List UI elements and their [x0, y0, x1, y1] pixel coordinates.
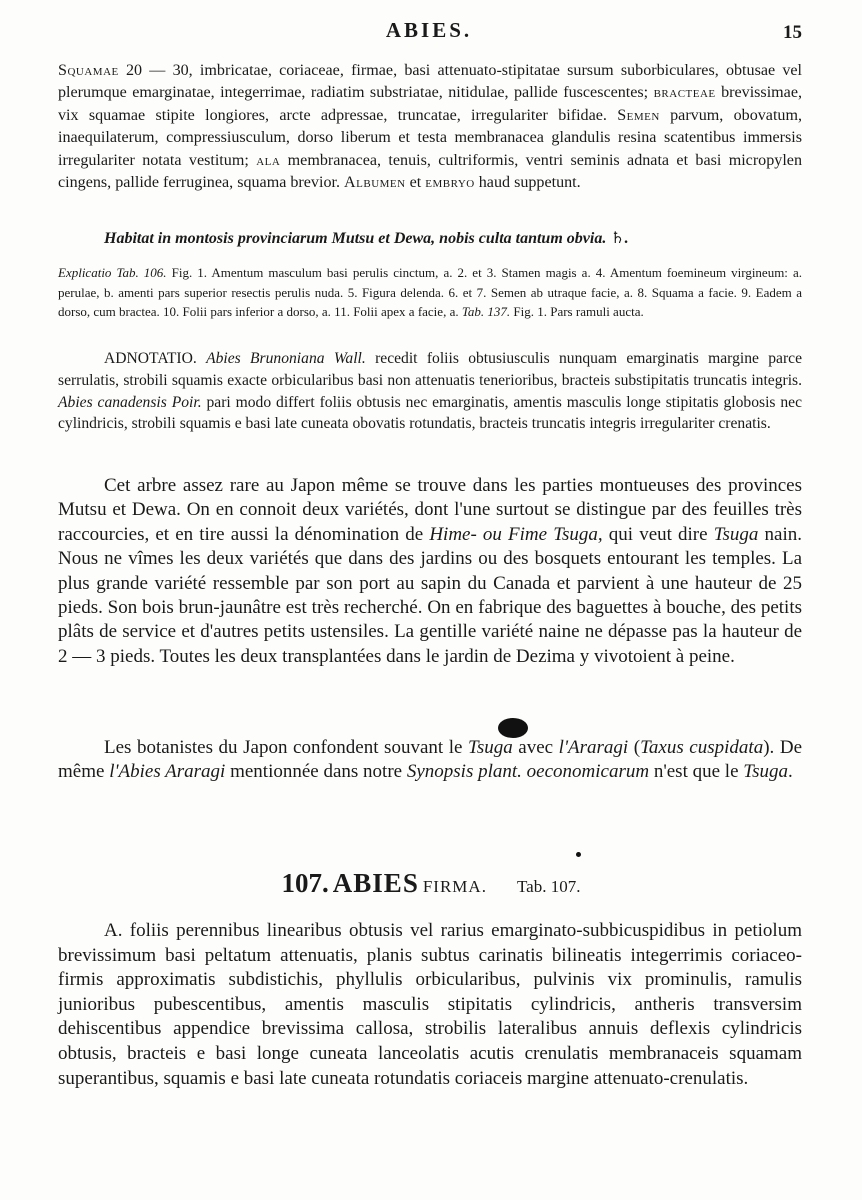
diagnosis-paragraph: A. foliis perennibus linearibus obtusis vel rarius emarginato-subbicuspidibus in petiolum brevissimum basi peltatum attenuatis, planis subtus carinatis bilineatis integerrimis coriaceo-firmis approximatis subdistichis, phyllulis orbicularibus, pulvinis vix prominulis, ramulis junioribus pubescentibus, amentis masculis stipitatis cylindricis, antheris transversim dehiscentibus appendice brevissima callosa, strobilis lateralibus annuis deflexis cylindricis obtusis, bracteis e basi longe cuneata lanceolatis acutis crenulatis membranaceis squamam superantibus, squamis e basi late cuneata rotundatis coriaceis margine attenuato-crenulatis. [58, 920, 802, 1089]
french-p2-italic-5: Synopsis plant. oeconomicarum [406, 761, 650, 783]
embryo-text: haud suppetunt. [474, 174, 581, 192]
semen-text: parvum, obovatum, inaequilaterum, compressiusculum, dorso liberum et testa membranacea glandulis resina scatentibus immersis irregulariter notata vestitum; [58, 106, 803, 169]
french-p2-text-c: ( [628, 737, 641, 758]
section-heading [0, 868, 862, 899]
explicatio-paragraph [58, 263, 802, 322]
french-p1-text-b: qui veut dire [602, 523, 714, 545]
squamae-label: Squamae [58, 62, 119, 79]
french-p2-text-f: n'est que le [649, 761, 744, 783]
french-p2-text-d: ). De même [58, 737, 803, 783]
french-p2-italic-4: l'Abies Araragi [109, 761, 226, 783]
adnotatio-text-2: pari modo differt foliis obtusis nec emarginatis, amentis masculis longe stipitatis globosis nec cylindricis, strobili squamis e basi late cuneata obovatis rotundatis, bracteis truncatis integris irregulariter crenatis. [58, 393, 802, 433]
french-p2-text-g: . [787, 761, 793, 783]
bracteae-text: brevissimae, vix squamae stipite longiores, arcte adpressae, truncatae, irregulariter bifidae. [58, 84, 802, 124]
french-p2-text-e: mentionnée dans notre [225, 761, 407, 783]
adnotatio-species-1: Abies Brunoniana Wall. [206, 350, 366, 367]
adnotatio-label: ADNOTATIO. [104, 350, 197, 367]
albumen-label: Albumen [344, 174, 406, 192]
semen-label: Semen [617, 106, 660, 124]
french-p1-text-a: Cet arbre assez rare au Japon même se trouve dans les parties montueuses des provinces Mutsu et Dewa. On en connoit deux variétés, dont l'une surtout se distingue par des feuilles très raccourcies, et en tire aussi la dénomination de [58, 475, 802, 545]
adnotatio-paragraph [58, 348, 802, 435]
explicatio-text: Fig. 1. Amentum masculum basi perulis cinctum, a. 2. et 3. Stamen magis a. 4. Amentum foemineum virgineum: a. perulae, b. amenti pars superior resectis perulis nuda. 5. Figura delenda. 6. et 7. Semen ab utraque facie, a. 8. Squama a facie. 9. Eadem a dorso, cum bractea. 10. Folii pars inferior a dorso, a. 11. Folii apex a facie, a. [58, 265, 802, 320]
french-p1-text-c: nain. Nous ne vîmes les deux variétés que dans des jardins ou des bosquets entourant les temples. La plus grande variété ressemble par son port au sapin du Canada et parvient à une hauteur de 25 pieds. Son bois brun-jaunâtre est très recherché. On en fabrique des baguettes à bouche, des petits plâts de service et d'autres petits ustensiles. La gentille variété naine ne dépasse pas la hauteur de 2 — 3 pieds. Toutes les deux transplantées dans le jardin de Dezima y vivotoient à peine. [58, 523, 802, 667]
ala-text: membranacea, tenuis, cultriformis, ventri seminis adnata et basi micropylen cingens, pallide ferruginea, squama brevior. [58, 151, 802, 192]
french-p2-italic-2: l'Araragi [558, 737, 629, 758]
french-p2-italic-6: Tsuga [743, 761, 788, 783]
french-p2-italic-1: Tsuga [468, 737, 513, 758]
french-paragraph-2 [58, 736, 802, 785]
habitat-line: Habitat in montosis provinciarum Mutsu et Dewa, nobis culta tantum obvia. ♄. [104, 230, 629, 247]
explicatio-label: Explicatio Tab. 106. [58, 265, 167, 280]
page-header [58, 18, 800, 48]
adnotatio-species-2: Abies canadensis Poir. [58, 393, 202, 411]
french-p2-italic-3: Taxus cuspidata [640, 737, 764, 758]
ink-speck-mark [576, 852, 581, 857]
french-paragraph-1 [58, 474, 802, 669]
albumen-text: et [405, 174, 426, 192]
section-tab-ref: Tab. 107. [516, 877, 581, 896]
embryo-label: embryo [425, 174, 475, 192]
ink-blot-mark [498, 718, 528, 738]
section-species: FIRMA. [422, 877, 487, 896]
running-title: ABIES. [385, 18, 473, 42]
page-number: 15 [783, 22, 802, 43]
section-number: 107. [281, 868, 329, 898]
ala-label: ala [256, 151, 281, 169]
description-paragraph [58, 60, 802, 194]
french-p2-text-a: Les botanistes du Japon confondent souvant le [104, 737, 469, 758]
bracteae-label: bracteae [653, 84, 716, 102]
section-genus: ABIES [332, 868, 419, 898]
explicatio-tail: Fig. 1. Pars ramuli aucta. [510, 304, 644, 320]
french-p1-italic-2: Tsuga [713, 523, 759, 545]
french-p1-italic-1: Hime- ou Fime Tsuga, [429, 523, 603, 545]
squamae-text: 20 — 30, imbricatae, coriaceae, firmae, basi attenuato-stipitatae sursum suborbiculares, obtusae vel plerumque emarginatae, integerrimae, radiatim substriatae, nitidulae, pallide fuscescentes; [58, 62, 802, 102]
explicatio-tab-ref: Tab. 137. [461, 304, 511, 320]
french-p2-text-b: avec [512, 737, 559, 758]
adnotatio-text-1: recedit foliis obtusiusculis nunquam emarginatis margine parce serrulatis, strobili squamis exacte orbicularibus basi non attenuatis tenerioribus, bracteis substipitatis truncatis integris. [58, 350, 802, 389]
